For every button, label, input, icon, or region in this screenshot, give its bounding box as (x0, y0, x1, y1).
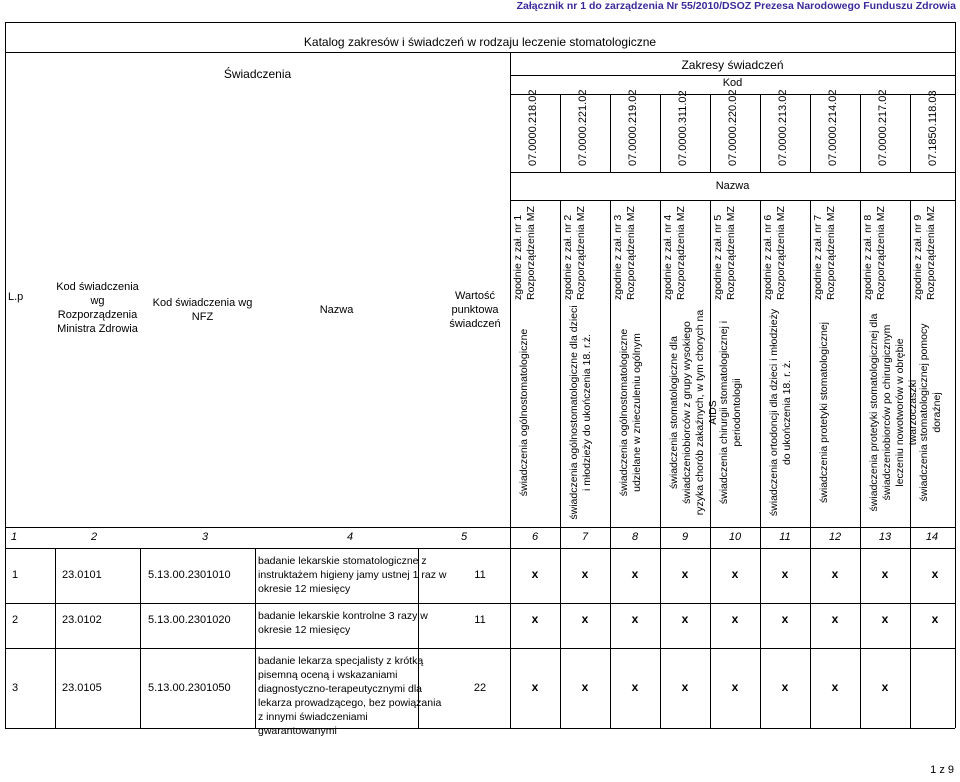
column-number: 5 (460, 531, 468, 543)
table-row-mark: x (731, 612, 739, 626)
range-name: świadczenia chirurgii stomatologicznej i periodontologii (718, 320, 743, 505)
header-kod-nfz: Kod świadczenia wg NFZ (152, 297, 253, 323)
table-row-mark: x (531, 680, 539, 694)
table-row-mark: x (581, 567, 589, 581)
range-name: świadczenia stomatologiczne dla świadczeniobiorców z grupy wysokiego ryzyka chorób zakaźnych, w tym chorych na AIDS (668, 309, 719, 516)
table-row-mark: x (781, 567, 789, 581)
range-name: świadczenia ogólnostomatologiczne dla dzieci i młodzieży do ukończenia 18. r.ż. (568, 305, 593, 520)
table-rule (5, 728, 955, 729)
table-rule (760, 94, 761, 172)
table-rule (610, 200, 611, 728)
table-row-mark: x (881, 612, 889, 626)
table-rule (5, 22, 6, 728)
table-rule (5, 22, 955, 23)
range-basis: zgodnie z zał. nr 5 Rozporządzenia MZ (712, 206, 737, 300)
table-row-mark: x (731, 567, 739, 581)
table-row-mark: x (681, 567, 689, 581)
table-rule (55, 548, 56, 728)
table-rule (5, 52, 955, 53)
range-code: 07.0000.214.02 (827, 89, 839, 166)
range-basis: zgodnie z zał. nr 3 Rozporządzenia MZ (612, 206, 637, 300)
range-basis: zgodnie z zał. nr 2 Rozporządzenia MZ (562, 206, 587, 300)
table-row-mark: x (631, 612, 639, 626)
table-rule (510, 52, 511, 728)
table-rule (610, 94, 611, 172)
column-number: 8 (631, 531, 639, 543)
table-rule (255, 548, 256, 728)
header-nazwa: Nazwa (319, 304, 354, 316)
table-row-mark: x (681, 680, 689, 694)
header-wartosc: Wartość punktowa świadczeń (449, 290, 501, 330)
range-code: 07.0000.221.02 (577, 89, 589, 166)
table-row-lp: 1 (12, 569, 19, 581)
table-rule (860, 200, 861, 728)
range-basis: zgodnie z zał. nr 6 Rozporządzenia MZ (762, 206, 787, 300)
annex-note: Załącznik nr 1 do zarządzenia Nr 55/2010/DSOZ Prezesa Narodowego Funduszu Zdrowia (516, 0, 956, 12)
range-basis: zgodnie z zał. nr 4 Rozporządzenia MZ (662, 206, 687, 300)
range-name: świadczenia ogólnostomatologiczne udzielane w znieczuleniu ogólnym (618, 328, 643, 497)
table-rule (860, 94, 861, 172)
range-name: świadczenia protetyki stomatologicznej dla świadczeniobiorców po chirurgicznym leczeniu nowotworów w obrębie twarzoczaszki (868, 313, 919, 512)
table-row-kod-nfz: 5.13.00.2301020 (148, 614, 231, 626)
table-row-mark: x (531, 612, 539, 626)
table-row-nazwa: badanie lekarskie kontrolne 3 razy w okresie 12 miesięcy (258, 610, 428, 636)
table-row-mark: x (731, 680, 739, 694)
group-services: Świadczenia (223, 67, 292, 81)
table-row-kod-mz: 23.0105 (62, 682, 102, 694)
range-name: świadczenia stomatologicznej pomocy doraźnej (918, 323, 943, 502)
column-number: 2 (90, 531, 98, 543)
table-rule (5, 527, 955, 528)
table-rule (5, 603, 955, 604)
column-number: 7 (581, 531, 589, 543)
table-row-mark: x (581, 612, 589, 626)
range-code: 07.0000.220.02 (727, 89, 739, 166)
table-row-mark: x (531, 567, 539, 581)
table-row-wartosc: 22 (473, 682, 487, 694)
table-row-kod-mz: 23.0101 (62, 569, 102, 581)
range-basis: zgodnie z zał. nr 9 Rozporządzenia MZ (912, 206, 937, 300)
range-code: 07.0000.219.02 (627, 89, 639, 166)
range-code: 07.0000.217.02 (877, 89, 889, 166)
table-row-nazwa: badanie lekarskie stomatologiczne z instruktażem higieny jamy ustnej 1 raz w okresie 12 miesięcy (258, 555, 447, 595)
range-name: świadczenia ortodoncji dla dzieci i młodzieży do ukończenia 18. r. ż. (768, 308, 793, 517)
range-name: świadczenia ogólnostomatologiczne (518, 328, 530, 497)
table-rule (5, 548, 955, 549)
table-row-nazwa: badanie lekarza specjalisty z krótką pisemną oceną i wskazaniami diagnostyczno-terapeutycznymi dla lekarza prowadzącego, bez powiązania z innymi świadczeniami gwarantowanymi (258, 655, 442, 737)
column-number: 6 (531, 531, 539, 543)
table-rule (660, 200, 661, 728)
table-row-mark: x (931, 567, 939, 581)
table-rule (710, 94, 711, 172)
column-number: 4 (346, 531, 354, 543)
range-basis: zgodnie z zał. nr 7 Rozporządzenia MZ (812, 206, 837, 300)
table-row-mark: x (781, 680, 789, 694)
label-kod: Kod (722, 77, 743, 89)
table-row-lp: 2 (12, 614, 19, 626)
column-number: 11 (779, 531, 791, 543)
column-number: 13 (878, 531, 892, 543)
column-number: 12 (828, 531, 842, 543)
table-row-mark: x (831, 567, 839, 581)
page-number: 1 z 9 (930, 764, 954, 776)
table-rule (510, 172, 955, 173)
table-row-mark: x (881, 680, 889, 694)
column-number: 3 (201, 531, 209, 543)
table-row-mark: x (931, 612, 939, 626)
table-row-kod-nfz: 5.13.00.2301050 (148, 682, 231, 694)
catalog-title: Katalog zakresów i świadczeń w rodzaju leczenie stomatologiczne (303, 35, 657, 49)
table-rule (560, 94, 561, 172)
table-row-mark: x (631, 680, 639, 694)
table-row-mark: x (881, 567, 889, 581)
table-rule (910, 94, 911, 172)
column-number: 9 (681, 531, 689, 543)
header-kod-mz: Kod świadczenia wg Rozporządzenia Ministra Zdrowia (56, 281, 139, 335)
table-row-mark: x (831, 612, 839, 626)
range-name: świadczenia protetyki stomatologicznej (818, 322, 830, 503)
column-number: 10 (728, 531, 742, 543)
table-row-lp: 3 (12, 682, 19, 694)
range-code: 07.1850.118.03 (927, 90, 939, 166)
range-basis: zgodnie z zał. nr 1 Rozporządzenia MZ (512, 206, 537, 300)
range-code: 07.0000.311.02 (677, 90, 689, 166)
table-row-wartosc: 11 (474, 569, 486, 581)
column-number: 1 (10, 531, 18, 543)
range-code: 07.0000.213.02 (777, 89, 789, 166)
table-rule (660, 94, 661, 172)
table-row-mark: x (581, 680, 589, 694)
table-row-kod-mz: 23.0102 (62, 614, 102, 626)
range-code: 07.0000.218.02 (527, 89, 539, 166)
range-basis: zgodnie z zał. nr 8 Rozporządzenia MZ (862, 206, 887, 300)
table-rule (510, 200, 955, 201)
table-row-mark: x (781, 612, 789, 626)
header-lp: L.p (8, 291, 24, 303)
table-row-mark: x (831, 680, 839, 694)
table-row-kod-nfz: 5.13.00.2301010 (148, 569, 231, 581)
table-row-wartosc: 11 (474, 614, 486, 626)
table-row-mark: x (631, 567, 639, 581)
table-rule (810, 200, 811, 728)
table-rule (560, 200, 561, 728)
label-nazwa: Nazwa (715, 180, 750, 192)
table-row-mark: x (681, 612, 689, 626)
table-rule (760, 200, 761, 728)
column-number: 14 (925, 531, 939, 543)
table-rule (510, 75, 955, 76)
group-ranges: Zakresy świadczeń (681, 58, 784, 72)
table-rule (810, 94, 811, 172)
table-rule (140, 548, 141, 728)
table-rule (5, 648, 955, 649)
table-rule (955, 22, 956, 728)
